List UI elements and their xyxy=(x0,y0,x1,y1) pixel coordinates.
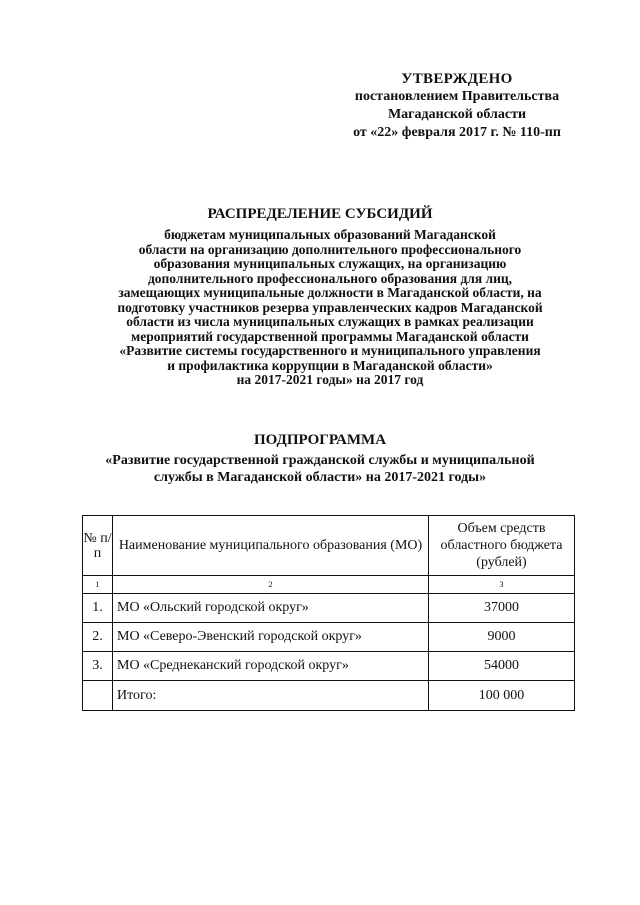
header-num: № п/п xyxy=(83,516,113,576)
table-header-row xyxy=(83,516,575,576)
total-row xyxy=(83,681,575,711)
total-num-cell xyxy=(83,681,113,711)
total-label: Итого: xyxy=(113,681,429,711)
table-row xyxy=(83,652,575,681)
approval-stamp xyxy=(332,70,582,142)
description-line: на 2017-2021 годы» на 2017 год xyxy=(236,372,424,387)
row-number: 3. xyxy=(83,652,113,681)
column-number: 1 xyxy=(83,576,113,594)
description-line: области на организацию дополнительного профессионального xyxy=(138,241,522,257)
column-number: 2 xyxy=(113,576,429,594)
description-line: и профилактика коррупции в Магаданской области» xyxy=(167,357,493,373)
subsidy-amount: 54000 xyxy=(429,652,575,681)
header-amount: Объем средств областного бюджета (рублей) xyxy=(429,516,575,576)
table-row xyxy=(83,623,575,652)
distribution-description xyxy=(60,228,600,388)
subprogram-name xyxy=(60,452,580,486)
subsidy-amount: 9000 xyxy=(429,623,575,652)
column-number-row xyxy=(83,576,575,594)
description-line: области из числа муниципальных служащих в рамках реализации xyxy=(126,314,534,329)
description-line: замещающих муниципальные должности в Магаданской области, на xyxy=(118,285,542,300)
header-municipality: Наименование муниципального образования (МО) xyxy=(113,516,429,576)
approval-line: Магаданской области xyxy=(387,107,527,122)
table-row xyxy=(83,594,575,623)
subprogram-line: службы в Магаданской области» на 2017-2021 годы» xyxy=(153,470,487,485)
total-amount: 100 000 xyxy=(429,681,575,711)
approval-line: постановлением Правительства xyxy=(354,89,560,104)
description-line: дополнительного профессионального образования для лиц, xyxy=(147,270,513,286)
subprogram-line: «Развитие государственной гражданской службы и муниципальной xyxy=(105,453,535,468)
description-line: образования муниципальных служащих, на организацию xyxy=(153,256,507,271)
distribution-title: РАСПРЕДЕЛЕНИЕ СУБСИДИЙ xyxy=(207,206,433,222)
municipality-name: МО «Северо-Эвенский городской округ» xyxy=(113,623,429,652)
municipality-name: МО «Ольский городской округ» xyxy=(113,594,429,623)
description-line: «Развитие системы государственного и муниципального управления xyxy=(119,343,541,358)
approval-date: от «22» февраля 2017 г. № 110-пп xyxy=(353,125,561,140)
row-number: 2. xyxy=(83,623,113,652)
subprogram-title: ПОДПРОГРАММА xyxy=(253,432,387,448)
municipality-name: МО «Среднеканский городской округ» xyxy=(113,652,429,681)
approval-title: УТВЕРЖДЕНО xyxy=(401,71,513,87)
subsidy-table xyxy=(82,515,575,711)
subsidy-amount: 37000 xyxy=(429,594,575,623)
description-line: подготовку участников резерва управленческих кадров Магаданской xyxy=(117,299,543,315)
row-number: 1. xyxy=(83,594,113,623)
description-line: бюджетам муниципальных образований Магаданской xyxy=(164,227,496,242)
column-number: 3 xyxy=(429,576,575,594)
description-line: мероприятий государственной программы Магаданской области xyxy=(131,328,529,344)
